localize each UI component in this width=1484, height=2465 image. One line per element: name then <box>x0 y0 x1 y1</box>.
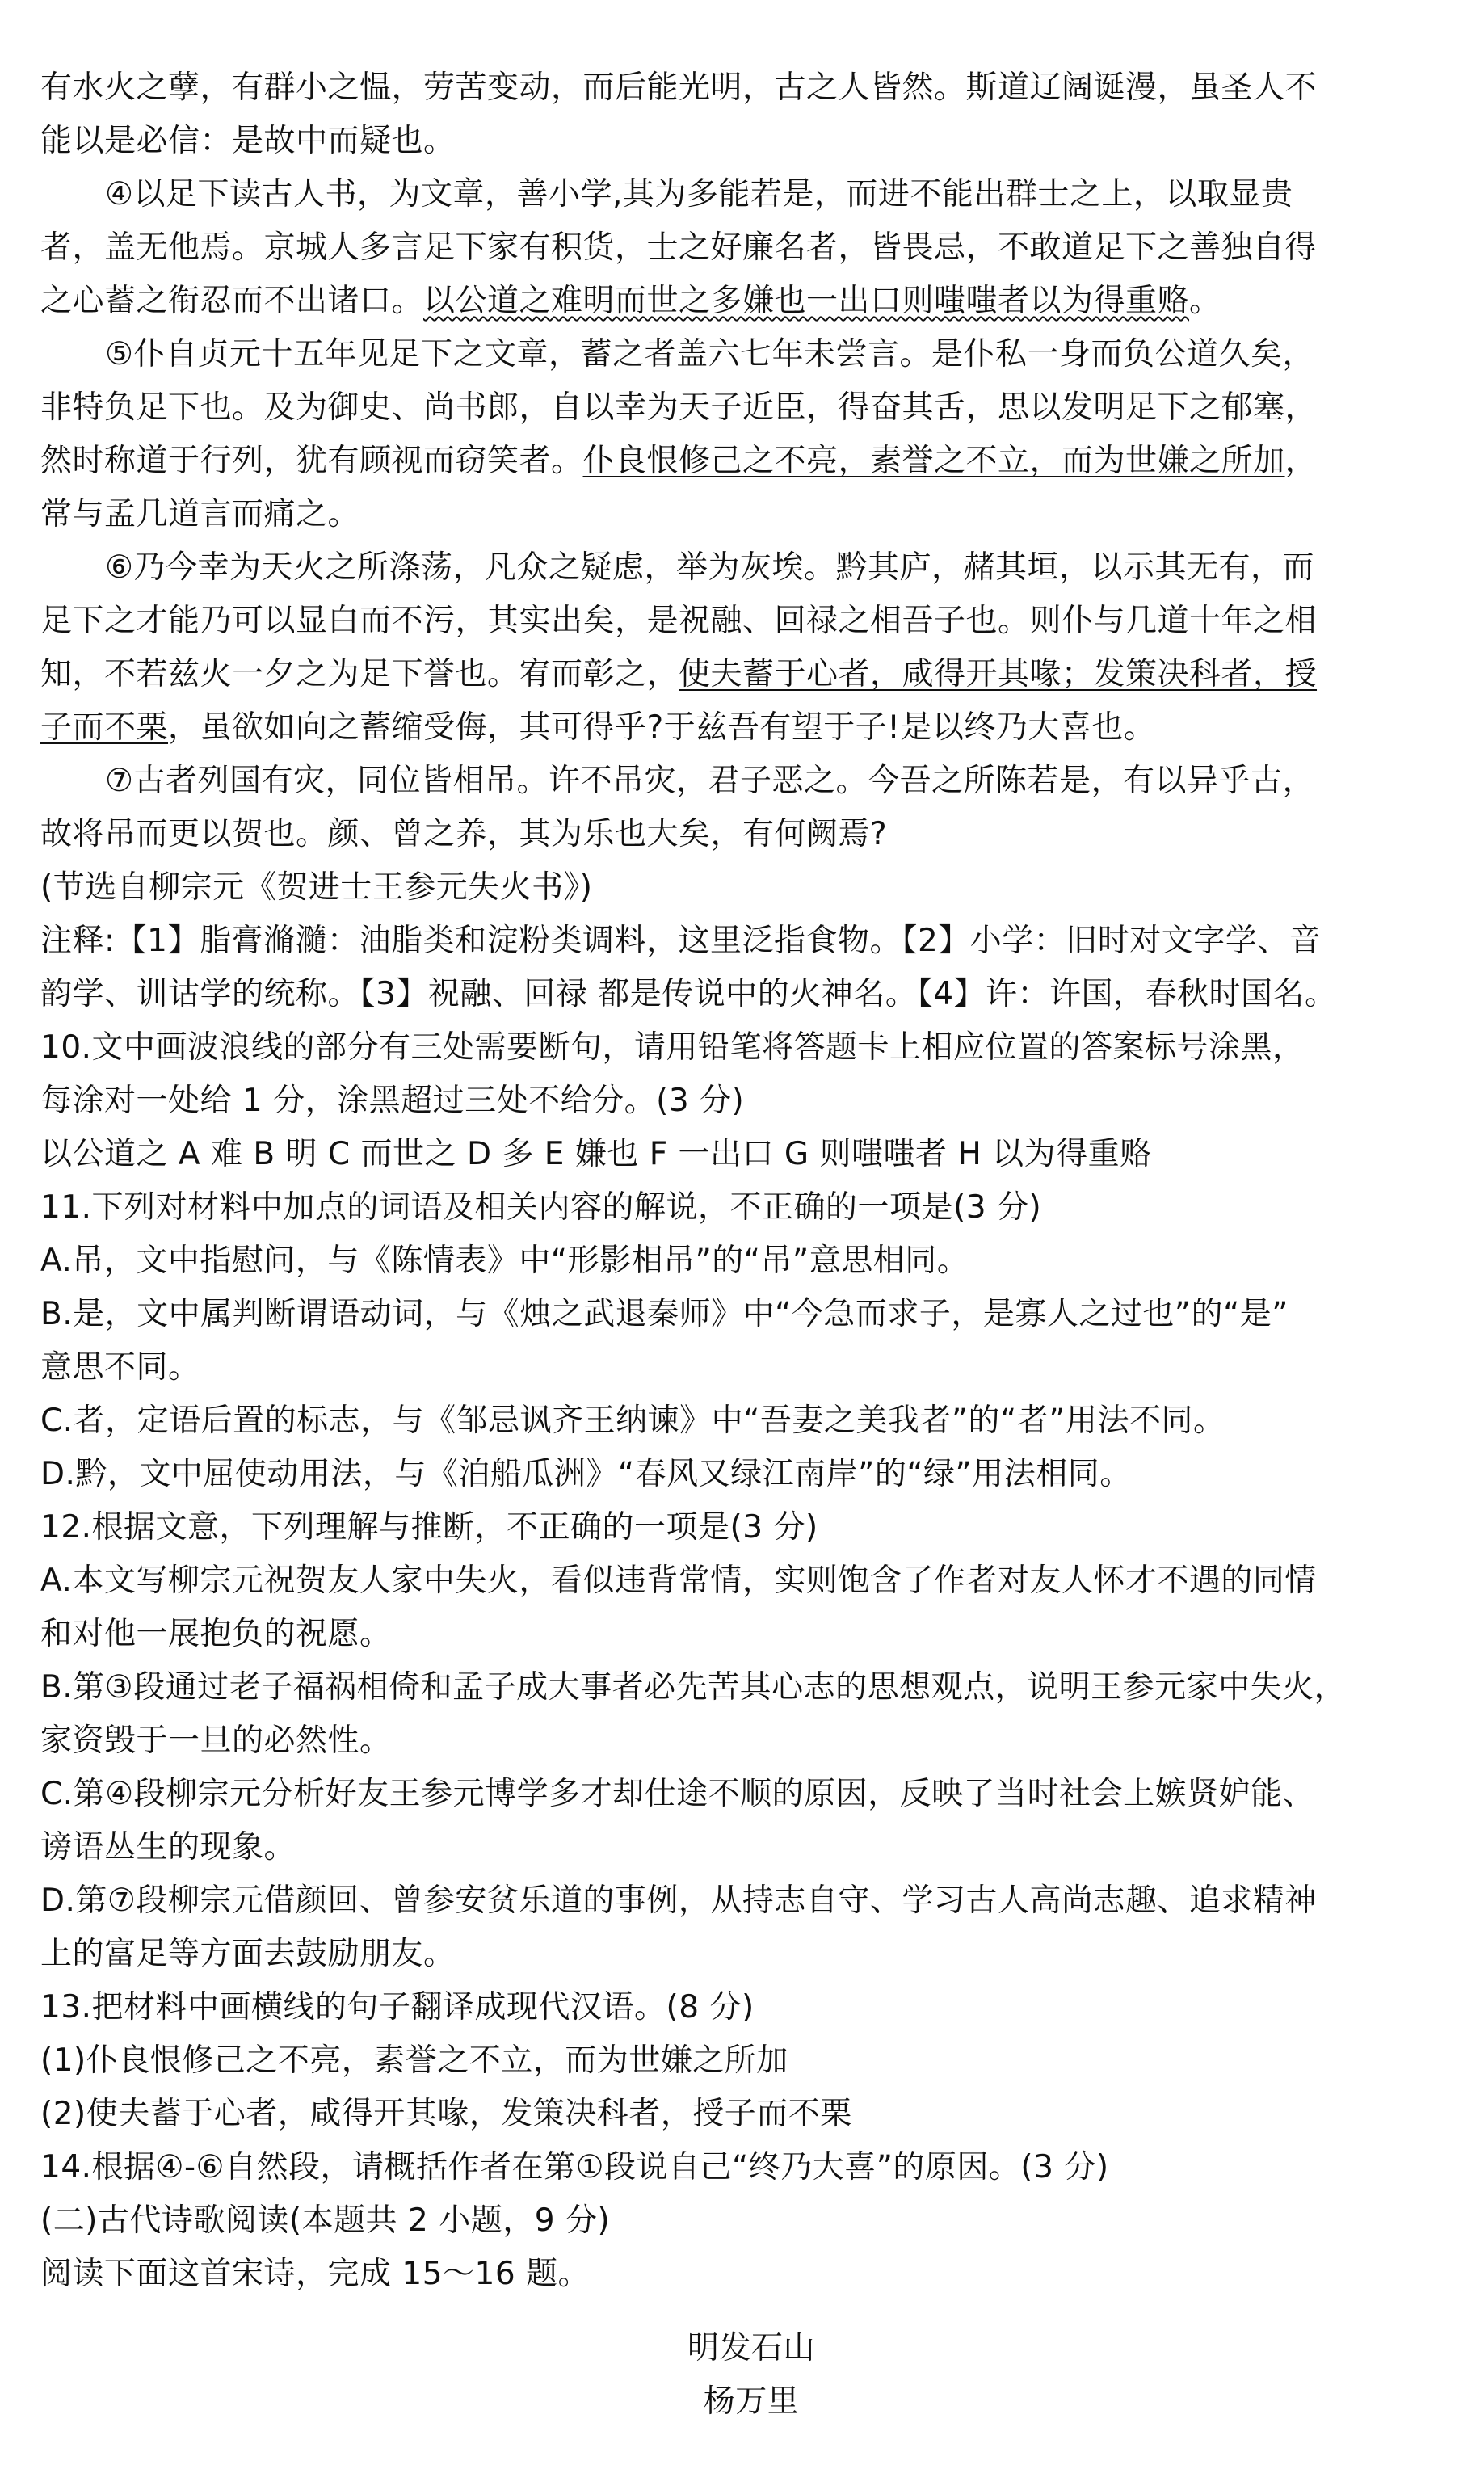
underlined-sentence-2-cont: 子而不栗 <box>40 709 169 746</box>
text-span: 。 <box>1189 283 1221 319</box>
question-12-option-a: 和对他一展抱负的祝愿。 <box>40 1616 392 1652</box>
section-instruction: 阅读下面这首宋诗，完成 15～16 题。 <box>40 2256 591 2292</box>
poem-author: 杨万里 <box>703 2383 800 2420</box>
exam-page <box>40 61 1462 2429</box>
text-span: ，虽欲如向之蓄缩受侮，其可得乎?于兹吾有望于子!是以终乃大喜也。 <box>168 709 1156 746</box>
wavy-underlined-sentence: 以公道之难明而世之多嫌也一出口则嗤嗤者以为得重赂 <box>423 283 1190 319</box>
text-line: 能以是必信：是故中而疑也。 <box>40 123 456 159</box>
question-11-option-d: D.黔，文中屈使动用法，与《泊船瓜洲》“春风又绿江南岸”的“绿”用法相同。 <box>40 1456 1132 1492</box>
question-11-option-c: C.者，定语后置的标志，与《邹忌讽齐王纳谏》中“吾妻之美我者”的“者”用法不同。 <box>40 1403 1225 1439</box>
question-12-option-a: A.本文写柳宗元祝贺友人家中失火，看似违背常情，实则饱含了作者对友人怀才不遇的同情 <box>40 1563 1317 1599</box>
question-10-stem: 每涂对一处给 1 分，涂黑超过三处不给分。(3 分) <box>40 1083 745 1119</box>
question-10-options: 以公道之 A 难 B 明 C 而世之 D 多 E 嫌也 F 一出口 G 则嗤嗤者 H 以为得重赂 <box>40 1136 1152 1172</box>
question-12-option-c: 谤语丛生的现象。 <box>40 1829 296 1866</box>
question-12-option-d: D.第⑦段柳宗元借颜回、曾参安贫乐道的事例，从持志自守、学习古人高尚志趣、追求精神 <box>40 1882 1317 1919</box>
underlined-sentence-2: 使夫蓄于心者，咸得开其喙；发策决科者，授 <box>679 656 1318 692</box>
text-span: 知，不若兹火一夕之为足下誉也。宥而彰之， <box>40 656 679 692</box>
text-line: 非特负足下也。及为御史、尚书郎，自以幸为天子近臣，得奋其舌，思以发明足下之郁塞， <box>40 389 1318 426</box>
question-13-sentence-2: (2)使夫蓄于心者，咸得开其喙，发策决科者，授子而不栗 <box>40 2096 852 2132</box>
poem-title: 明发石山 <box>687 2330 815 2366</box>
source-citation: (节选自柳宗元《贺进士王参元失火书》) <box>40 869 593 906</box>
notes-line: 韵学、训诂学的统称。【3】祝融、回禄 都是传说中的火神名。【4】许：许国，春秋时国名。 <box>40 976 1337 1012</box>
paragraph-6-line: ⑥乃今幸为天火之所涤荡，凡众之疑虑，举为灰埃。黔其庐，赭其垣，以示其无有，而 <box>105 549 1314 586</box>
question-12-option-c: C.第④段柳宗元分析好友王参元博学多才却仕途不顺的原因，反映了当时社会上嫉贤妒能、 <box>40 1776 1315 1812</box>
question-12-option-d: 上的富足等方面去鼓励朋友。 <box>40 1936 456 1972</box>
question-13-stem: 13.把材料中画横线的句子翻译成现代汉语。(8 分) <box>40 1989 755 2025</box>
text-line <box>40 435 1462 488</box>
text-span: 然时称道于行列，犹有顾视而窃笑者。 <box>40 443 583 479</box>
text-line: 故将吊而更以贺也。颜、曾之养，其为乐也大矣，有何阙焉? <box>40 816 888 852</box>
question-12-option-b: B.第③段通过老子福祸相倚和孟子成大事者必先苦其心志的思想观点，说明王参元家中失火， <box>40 1669 1347 1706</box>
text-line <box>40 648 1462 701</box>
text-line: 有水火之孽，有群小之愠，劳苦变动，而后能光明，古之人皆然。斯道辽阔诞漫，虽圣人不 <box>40 69 1318 106</box>
question-14-stem: 14.根据④-⑥自然段，请概括作者在第①段说自己“终乃大喜”的原因。(3 分) <box>40 2149 1109 2185</box>
question-13-sentence-1: (1)仆良恨修己之不亮，素誉之不立，而为世嫌之所加 <box>40 2042 788 2079</box>
text-line: 足下之才能乃可以显白而不污，其实出矣，是祝融、回禄之相吾子也。则仆与几道十年之相 <box>40 603 1318 639</box>
question-11-option-a: A.吊，文中指慰问，与《陈情表》中“形影相吊”的“吊”意思相同。 <box>40 1243 969 1279</box>
text-line: 常与孟几道言而痛之。 <box>40 496 360 532</box>
question-10-stem: 10.文中画波浪线的部分有三处需要断句，请用铅笔将答题卡上相应位置的答案标号涂黑， <box>40 1029 1305 1066</box>
paragraph-5-line: ⑤仆自贞元十五年见足下之文章，蓄之者盖六七年未尝言。是仆私一身而负公道久矣， <box>105 336 1314 372</box>
question-12-option-b: 家资毁于一旦的必然性。 <box>40 1723 392 1759</box>
text-line: 者，盖无他焉。京城人多言足下家有积货，士之好廉名者，皆畏忌，不敢道足下之善独自得 <box>40 229 1318 266</box>
question-12-stem: 12.根据文意，下列理解与推断，不正确的一项是(3 分) <box>40 1509 818 1546</box>
text-span: 之心蓄之衔忍而不出诸口。 <box>40 283 424 319</box>
underlined-sentence-1: 仆良恨修己之不亮，素誉之不立，而为世嫌之所加 <box>582 443 1285 479</box>
notes-line: 注释:【1】脂膏滫瀡：油脂类和淀粉类调料，这里泛指食物。【2】小学：旧时对文字学、音 <box>40 923 1322 959</box>
paragraph-7-line: ⑦古者列国有灾，同位皆相吊。许不吊灾，君子恶之。今吾之所陈若是，有以异乎古， <box>105 763 1314 799</box>
text-line <box>40 701 1462 755</box>
question-11-option-b: B.是，文中属判断谓语动词，与《烛之武退秦师》中“今急而求子，是寡人之过也”的“是” <box>40 1296 1289 1332</box>
question-11-option-b: 意思不同。 <box>40 1349 200 1386</box>
text-line <box>40 275 1462 328</box>
text-span: ， <box>1284 443 1318 479</box>
paragraph-4-line: ④以足下读古人书，为文章，善小学,其为多能若是，而进不能出群士之上，以取显贵 <box>105 176 1293 212</box>
section-heading: (二)古代诗歌阅读(本题共 2 小题，9 分) <box>40 2202 611 2239</box>
question-11-stem: 11.下列对材料中加点的词语及相关内容的解说，不正确的一项是(3 分) <box>40 1189 1042 1226</box>
